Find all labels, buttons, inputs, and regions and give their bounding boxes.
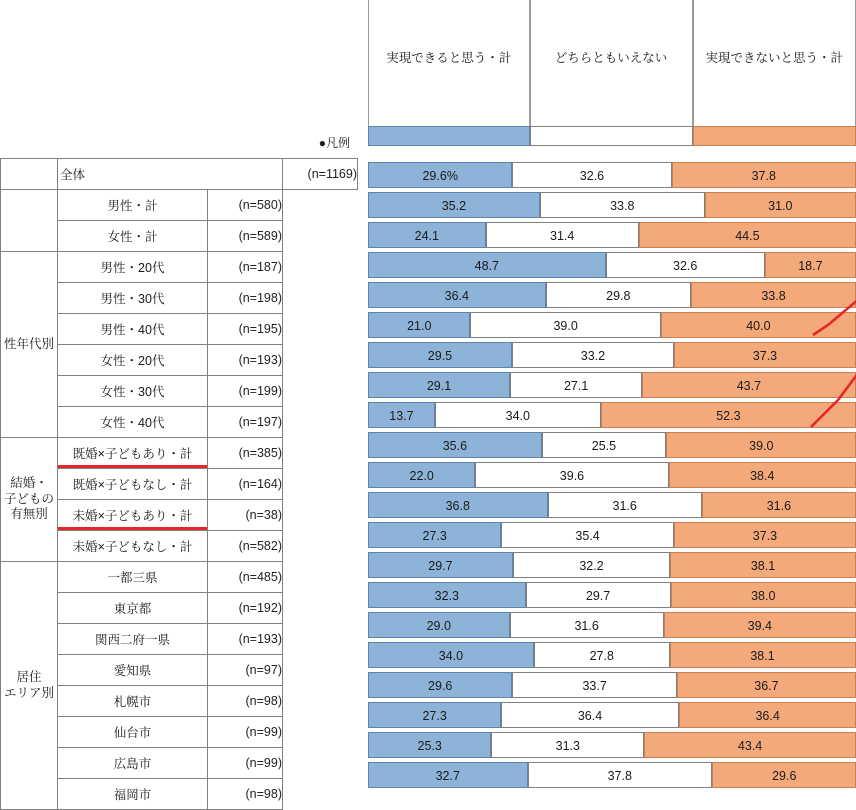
bar-segment-3: 52.3: [601, 402, 856, 428]
bar-segment-1: 35.6: [368, 432, 542, 458]
row-label: 一都三県: [58, 562, 208, 593]
bar-segment-3: 31.0: [705, 192, 856, 218]
sample-size: (n=193): [208, 345, 283, 376]
sample-size: (n=192): [208, 593, 283, 624]
row-label: 未婚×子どもあり・計: [58, 500, 208, 531]
bar-segment-3: 29.6: [712, 762, 856, 788]
group-label: 性年代別: [1, 252, 58, 438]
sample-size: (n=195): [208, 314, 283, 345]
bar-row: [368, 672, 856, 698]
sample-size: (n=582): [208, 531, 283, 562]
row-label: 全体: [58, 159, 283, 190]
bar-segment-3: 37.8: [672, 162, 856, 188]
bar-segment-2: 36.4: [501, 702, 679, 728]
bar-segment-2: 31.3: [491, 732, 644, 758]
bar-row: [368, 582, 856, 608]
row-label: 関西二府一県: [58, 624, 208, 655]
bar-segment-1: 35.2: [368, 192, 540, 218]
bar-row: [368, 192, 856, 218]
bar-segment-1: 25.3: [368, 732, 491, 758]
bar-segment-3: 31.6: [702, 492, 856, 518]
bar-segment-3: 38.0: [671, 582, 856, 608]
bar-row: [368, 162, 856, 188]
bar-segment-1: 27.3: [368, 702, 501, 728]
bar-segment-1: 29.5: [368, 342, 512, 368]
sample-size: (n=164): [208, 469, 283, 500]
bar-segment-2: 32.6: [512, 162, 671, 188]
table-row: [1, 438, 358, 469]
sample-size: (n=198): [208, 283, 283, 314]
row-label: 広島市: [58, 748, 208, 779]
row-label: 福岡市: [58, 779, 208, 810]
bar-segment-2: 32.2: [513, 552, 670, 578]
sample-size: (n=97): [208, 655, 283, 686]
bar-segment-2: 29.8: [546, 282, 691, 308]
bar-segment-1: 29.7: [368, 552, 513, 578]
bar-row: [368, 372, 856, 398]
bar-row: [368, 462, 856, 488]
row-label: 既婚×子どもあり・計: [58, 438, 208, 469]
bar-row: [368, 342, 856, 368]
sample-size: (n=197): [208, 407, 283, 438]
table-row: [1, 190, 358, 221]
bar-segment-1: 32.7: [368, 762, 528, 788]
bar-segment-2: 37.8: [528, 762, 712, 788]
bar-segment-2: 35.4: [501, 522, 674, 548]
row-label: 札幌市: [58, 686, 208, 717]
bar-segment-1: 29.0: [368, 612, 510, 638]
bar-segment-2: 39.0: [470, 312, 660, 338]
column-header-2: [530, 0, 693, 145]
bar-segment-2: 39.6: [475, 462, 668, 488]
bar-row: [368, 642, 856, 668]
sample-size: (n=99): [208, 717, 283, 748]
bar-segment-2: 34.0: [435, 402, 601, 428]
bar-row: [368, 522, 856, 548]
row-label: 男性・40代: [58, 314, 208, 345]
bar-segment-2: 31.4: [486, 222, 639, 248]
bar-segment-1: 29.6%: [368, 162, 512, 188]
bar-segment-1: 22.0: [368, 462, 475, 488]
group-label: 結婚・ 子どもの 有無別: [1, 438, 58, 562]
row-label: 男性・計: [58, 190, 208, 221]
bar-row: [368, 222, 856, 248]
column-header-3: [693, 0, 856, 145]
bar-row: [368, 252, 856, 278]
bar-segment-3: 38.1: [670, 642, 856, 668]
sample-size: (n=193): [208, 624, 283, 655]
bar-segment-2: 31.6: [548, 492, 702, 518]
table-row: [1, 562, 358, 593]
legend-swatch-2: [530, 126, 693, 146]
bar-row: [368, 702, 856, 728]
bar-segment-2: 33.7: [512, 672, 676, 698]
bar-row: [368, 492, 856, 518]
row-label: 仙台市: [58, 717, 208, 748]
legend-marker-row: [0, 128, 358, 158]
bar-segment-3: 43.4: [644, 732, 856, 758]
sample-size: (n=38): [208, 500, 283, 531]
sample-size: (n=98): [208, 686, 283, 717]
bar-segment-3: 37.3: [674, 522, 856, 548]
legend-marker-label: ●凡例: [318, 136, 350, 150]
bar-segment-3: 36.7: [677, 672, 856, 698]
bar-segment-2: 32.6: [606, 252, 765, 278]
bar-segment-2: 25.5: [542, 432, 666, 458]
bar-segment-1: 27.3: [368, 522, 501, 548]
sample-size: (n=199): [208, 376, 283, 407]
bar-segment-2: 27.8: [534, 642, 670, 668]
legend-swatch-1: [368, 126, 530, 146]
column-header-1: [368, 0, 530, 145]
bar-segment-3: 40.0: [661, 312, 856, 338]
stacked-bar-chart: [368, 0, 856, 790]
table-row: [1, 252, 358, 283]
sample-size: (n=99): [208, 748, 283, 779]
row-label: 東京都: [58, 593, 208, 624]
bar-segment-3: 43.7: [642, 372, 855, 398]
bar-segment-1: 13.7: [368, 402, 435, 428]
bar-segment-3: 18.7: [765, 252, 856, 278]
bar-row: [368, 312, 856, 338]
sample-size: (n=385): [208, 438, 283, 469]
bar-segment-2: 29.7: [526, 582, 671, 608]
column-header-label: どちらともいえない: [554, 51, 668, 65]
bar-segment-3: 36.4: [679, 702, 856, 728]
bar-segment-1: 36.8: [368, 492, 548, 518]
table-row: [1, 159, 358, 190]
bar-row: [368, 402, 856, 428]
bar-segment-3: 39.4: [664, 612, 856, 638]
bar-row: [368, 762, 856, 788]
bar-row: [368, 612, 856, 638]
bar-row: [368, 432, 856, 458]
bar-row: [368, 732, 856, 758]
row-label: 既婚×子どもなし・計: [58, 469, 208, 500]
row-label: 男性・20代: [58, 252, 208, 283]
sample-size: (n=98): [208, 779, 283, 810]
row-label: 男性・30代: [58, 283, 208, 314]
bar-segment-1: 48.7: [368, 252, 606, 278]
group-label: 居住 エリア別: [1, 562, 58, 810]
bar-segment-1: 34.0: [368, 642, 534, 668]
bar-segment-1: 21.0: [368, 312, 470, 338]
bar-segment-2: 31.6: [510, 612, 664, 638]
bar-segment-2: 33.8: [540, 192, 705, 218]
row-label: 愛知県: [58, 655, 208, 686]
sample-size: (n=187): [208, 252, 283, 283]
bar-segment-2: 27.1: [510, 372, 642, 398]
row-label: 女性・20代: [58, 345, 208, 376]
bar-segment-3: 37.3: [674, 342, 856, 368]
bar-segment-3: 44.5: [639, 222, 856, 248]
bar-row: [368, 282, 856, 308]
sample-size: (n=1169): [283, 159, 358, 190]
group-label: [1, 159, 58, 190]
bar-segment-1: 32.3: [368, 582, 526, 608]
bar-segment-1: 29.1: [368, 372, 510, 398]
row-label: 女性・計: [58, 221, 208, 252]
row-label: 女性・40代: [58, 407, 208, 438]
row-label: 未婚×子どもなし・計: [58, 531, 208, 562]
column-header-label: 実現できると思う・計: [386, 51, 512, 65]
group-label: [1, 190, 58, 252]
bar-segment-3: 39.0: [666, 432, 856, 458]
bar-segment-2: 33.2: [512, 342, 674, 368]
bar-segment-3: 33.8: [691, 282, 856, 308]
bar-segment-3: 38.1: [670, 552, 856, 578]
bar-segment-1: 29.6: [368, 672, 512, 698]
bar-segment-1: 24.1: [368, 222, 486, 248]
sample-size: (n=485): [208, 562, 283, 593]
column-header-label: 実現できないと思う・計: [705, 51, 843, 65]
bar-segment-1: 36.4: [368, 282, 546, 308]
sample-size: (n=580): [208, 190, 283, 221]
bar-segment-3: 38.4: [669, 462, 856, 488]
category-table: [0, 158, 358, 810]
bar-row: [368, 552, 856, 578]
legend-swatch-3: [693, 126, 856, 146]
row-label: 女性・30代: [58, 376, 208, 407]
sample-size: (n=589): [208, 221, 283, 252]
